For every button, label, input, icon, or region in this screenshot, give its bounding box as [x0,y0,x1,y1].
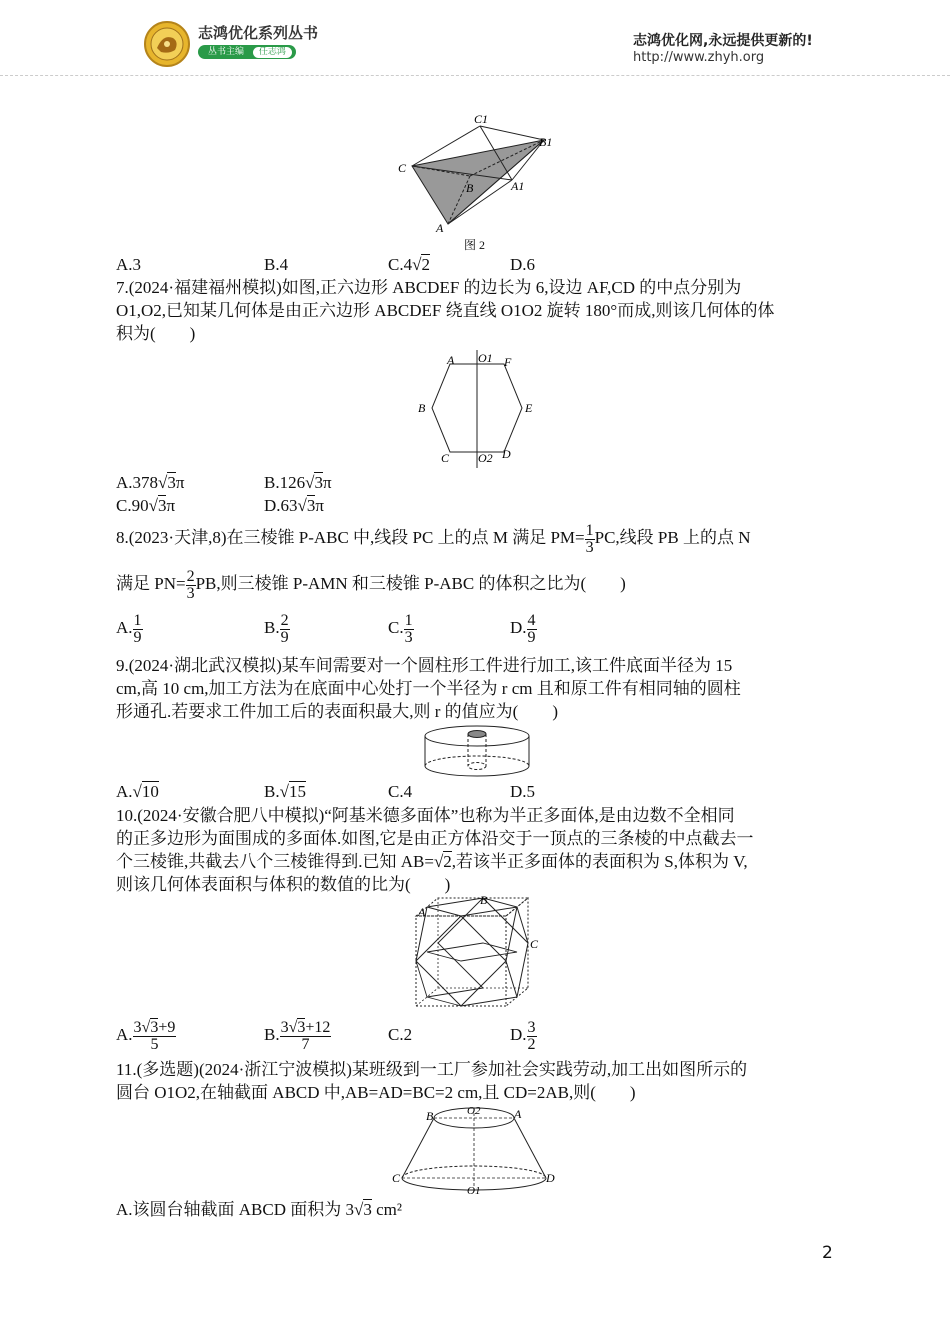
denominator: 9 [280,628,289,646]
q6-label: A1 [511,179,525,193]
q7-option-c-text: C.90 [116,496,149,515]
q10-option-b[interactable] [264,1015,331,1055]
radicand: 15 [288,782,306,801]
fraction [404,613,414,646]
q8-option-a[interactable] [116,610,143,646]
coef: 3 [280,1018,289,1036]
q8-option-c[interactable] [388,610,414,646]
q8-text-line-2 [116,566,626,602]
q7-label: E [525,401,533,415]
q9-option-c[interactable]: C.4 [388,782,413,801]
q8-text: PC,线段 PB 上的点 N [594,528,751,547]
numerator: 3√3+12 [280,1018,331,1036]
q6-label: C [398,161,407,175]
q6-option-b[interactable]: B.4 [264,255,289,274]
numerator: 2 [186,567,195,585]
q6-figure-caption: 图 2 [464,238,486,252]
q10-text: 个三棱锥,共截去八个三棱锥得到.已知 AB= [116,852,434,871]
pi-symbol: π [166,496,176,515]
q7-hexagon-figure [412,346,542,470]
q10-text-line: 个三棱锥,共截去八个三棱锥得到.已知 AB=√2,若该半正多面体的表面积为 S,体积为 V, [116,852,748,871]
q8-text: 8.(2023·天津,8)在三棱锥 P-ABC 中,线段 PC 上的点 M 满足 PM= [116,528,585,547]
q7-label: O1 [478,351,493,365]
denominator: 3 [585,538,594,556]
q6-option-d[interactable]: D.6 [510,255,536,274]
series-title: 志鸿优化系列丛书 [198,24,319,42]
q7-label: O2 [478,451,493,465]
q7-label: C [441,451,450,465]
option-letter: B. [264,1025,280,1044]
page-header [0,0,950,80]
editor-name: 任志鸿 [253,47,292,58]
q10-label: A [418,905,426,919]
q7-option-a[interactable]: A.378√3π [116,473,185,492]
q11-text-line: 圆台 O1O2,在轴截面 ABCD 中,AB=AD=BC=2 cm,且 CD=2AB,则( ) [116,1083,636,1102]
q9-option-b[interactable]: B.√15 [264,782,306,801]
denominator: 9 [133,628,142,646]
q9-text-line: 9.(2024·湖北武汉模拟)某车间需要对一个圆柱形工件进行加工,该工件底面半径为 15 [116,656,733,675]
denominator: 3 [404,628,413,646]
q7-text-line: 7.(2024·福建福州模拟)如图,正六边形 ABCDEF 的边长为 6,设边 AF,CD 的中点分别为 [116,278,742,297]
q10-text-line: 10.(2024·安徽合肥八中模拟)“阿基米德多面体”也称为半正多面体,是由边数不全相同 [116,806,735,825]
fraction [527,613,537,646]
fraction [133,1020,177,1053]
numerator: 2 [280,611,289,629]
q6-option-c-radicand: 2 [421,255,430,274]
denominator: 9 [527,628,536,646]
denominator: 3 [186,584,195,602]
q6-option-c-text: C.4 [388,255,413,274]
q8-text: PB,则三棱锥 P-AMN 和三棱锥 P-ABC 的体积之比为( ) [195,574,626,593]
denominator: 7 [301,1035,310,1053]
q11-text-line: 11.(多选题)(2024·浙江宁波模拟)某班级到一工厂参加社会实践劳动,加工出如图所示的 [116,1060,748,1079]
numerator: 4 [527,611,536,629]
option-letter: A. [116,1025,133,1044]
q11-label: D [546,1171,555,1185]
editor-tag: 丛书主编 [208,47,245,57]
logo-seal-icon [143,20,191,68]
radicand: 3 [150,1018,159,1036]
q10-polyhedron-figure [408,894,548,1012]
unit: cm² [371,1200,402,1219]
q11-option-a[interactable]: A.该圆台轴截面 ABCD 面积为 3√3 cm² [116,1200,402,1219]
q7-option-d-text: D.63 [264,496,298,515]
radicand: 3 [314,473,323,492]
q8-text-line-1 [116,520,751,556]
header-slogan: 志鸿优化网,永远提供更新的! [633,33,813,49]
q6-label: A [436,221,444,235]
q8-text: 满足 PN= [116,574,186,593]
option-letter: B. [264,618,280,637]
q7-option-d[interactable]: D.63√3π [264,496,324,515]
q10-option-c[interactable]: C.2 [388,1025,413,1044]
q9-text-line: 形通孔.若要求工件加工后的表面积最大,则 r 的值应为( ) [116,702,558,721]
option-letter: D. [510,618,527,637]
radicand: 3 [297,1018,306,1036]
radicand: 2 [443,852,452,871]
sqrt-sign: √ [412,255,422,274]
coef: 3 [133,1018,142,1036]
pi-symbol: π [322,473,332,492]
q7-text-line: O1,O2,已知某几何体是由正六边形 ABCDEF 绕直线 O1O2 旋转 180°而成,则该几何体的体 [116,301,775,320]
option-letter: A. [116,618,133,637]
page-number: 2 [822,1243,833,1263]
q11-label: B [426,1109,434,1123]
q10-text: ,若该半正多面体的表面积为 S,体积为 V, [451,852,748,871]
q7-text-line: 积为( ) [116,324,196,343]
fraction [280,1020,332,1053]
pi-symbol: π [315,496,324,515]
q11-frustum-figure [390,1102,560,1198]
editor-tag-badge [198,45,296,59]
addend: +9 [158,1018,176,1036]
radicand: 3 [167,473,176,492]
q11-label: C [392,1171,401,1185]
q6-label: C1 [474,112,489,126]
q7-option-b[interactable]: B.126√3π [264,473,332,492]
q11-label: O2 [467,1105,481,1117]
q10-option-d[interactable] [510,1015,537,1055]
fraction [133,613,143,646]
q9-option-a[interactable]: A.√10 [116,782,159,801]
radicand: 3 [157,496,167,515]
addend: +12 [305,1018,331,1036]
q10-text-line: 的正多边形为面围成的多面体.如图,它是由正方体沿交于一顶点的三条棱的中点截去一 [116,829,754,848]
option-letter: B. [264,782,280,801]
q11-label: A [514,1107,522,1121]
denominator: 5 [150,1035,159,1053]
numerator: 1 [585,521,594,539]
numerator: 3 [527,1018,536,1036]
fraction [585,523,595,556]
q11-option-a-text: A.该圆台轴截面 ABCD 面积为 3 [116,1200,355,1219]
q7-option-c[interactable]: C.90√3π [116,496,176,515]
q9-text-line: cm,高 10 cm,加工方法为在底面中心处打一个半径为 r cm 且和原工件有相同轴的圆柱 [116,679,741,698]
header-divider [0,75,950,76]
option-letter: D. [510,1025,527,1044]
fraction [186,569,196,602]
q10-text-line: 则该几何体表面积与体积的数值的比为( ) [116,875,451,894]
q9-cylinder-figure [422,724,532,780]
fraction [527,1020,537,1053]
q7-option-b-text: B.126 [264,473,306,492]
q6-label: B1 [539,135,553,149]
q6-prism-figure [390,108,560,236]
radicand: 3 [363,1200,372,1219]
q7-label: F [504,355,512,369]
q7-label: A [447,353,455,367]
q10-label: B [480,894,488,907]
q6-option-c[interactable] [388,254,430,276]
numerator: 1 [133,611,142,629]
pi-symbol: π [175,473,185,492]
q6-option-a[interactable]: A.3 [116,255,142,274]
option-letter: C. [388,618,404,637]
radicand: 3 [306,496,316,515]
q10-label: C [530,937,539,951]
numerator: 1 [404,611,413,629]
radicand: 10 [141,782,159,801]
header-url[interactable]: http://www.zhyh.org [633,50,765,65]
fraction [280,613,290,646]
q10-option-a[interactable] [116,1015,176,1055]
q6-label: B [466,181,474,195]
q9-option-d[interactable]: D.5 [510,782,536,801]
q7-label: B [418,401,426,415]
denominator: 2 [527,1035,536,1053]
q7-option-a-text: A.378 [116,473,159,492]
q11-label: O1 [467,1185,481,1197]
q8-option-d[interactable] [510,610,537,646]
q7-label: D [502,447,511,461]
numerator: 3√3+9 [133,1018,176,1036]
q8-option-b[interactable] [264,610,290,646]
option-letter: A. [116,782,133,801]
